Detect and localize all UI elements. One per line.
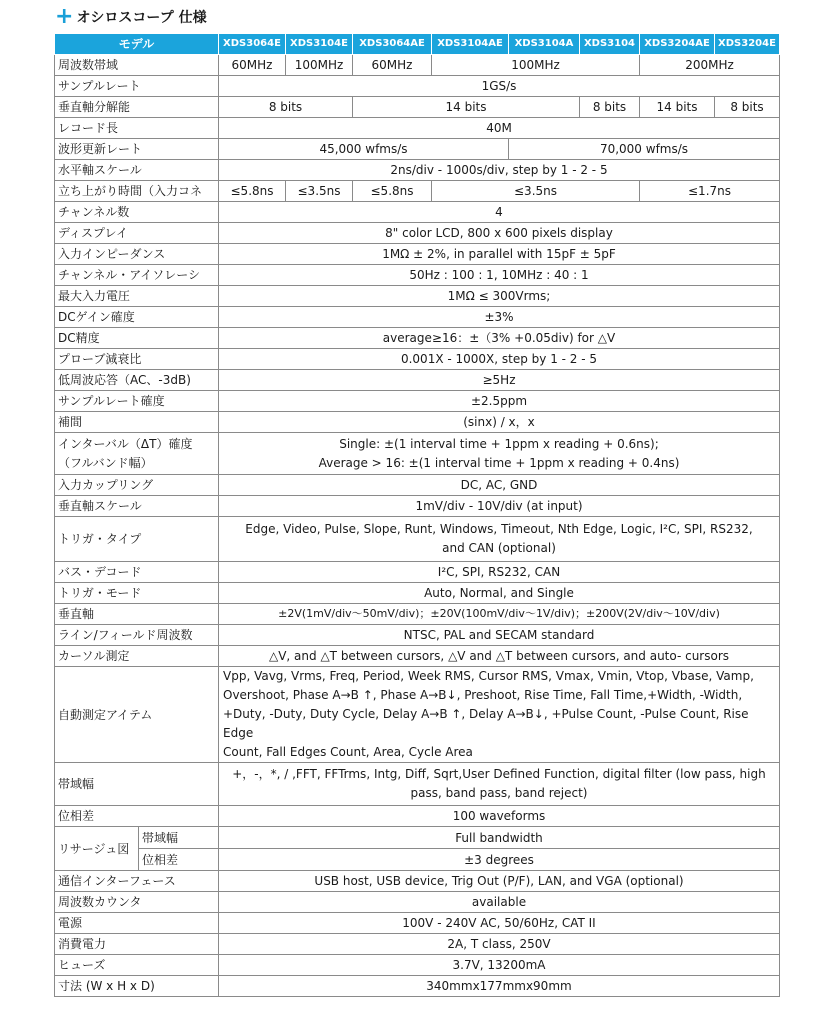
page-title (55, 6, 207, 28)
row-label: 寸法 (W x H x D) (55, 976, 219, 997)
table-row (55, 955, 780, 976)
cell-line: Overshoot, Phase A→B ↑, Phase A→B↓, Preshoot, Rise Time, Fall Time,+Width, -Width, (223, 688, 743, 702)
cell-value: 8 bits (715, 97, 780, 118)
table-row (55, 604, 780, 625)
cell-value: 1GS/s (219, 76, 780, 97)
row-label: 低周波応答（AC、-3dB) (55, 370, 219, 391)
row-label: 垂直軸分解能 (55, 97, 219, 118)
cell-value: 3.7V, 13200mA (219, 955, 780, 976)
cell-value (219, 667, 780, 763)
cell-value: 100 waveforms (219, 806, 780, 827)
table-row (55, 97, 780, 118)
cell-value: 100MHz (286, 55, 353, 76)
table-row (55, 181, 780, 202)
cell-line: Full bandwidth (219, 827, 779, 849)
table-row (55, 496, 780, 517)
table-row (55, 76, 780, 97)
cell-value: ±3% (219, 307, 780, 328)
cell-value: NTSC, PAL and SECAM standard (219, 625, 780, 646)
cell-line: pass, band pass, band reject) (410, 786, 588, 800)
row-label: 位相差 (55, 806, 219, 827)
cell-value: 70,000 wfms/s (509, 139, 780, 160)
cell-value: ≥5Hz (219, 370, 780, 391)
row-label: プローブ減衰比 (55, 349, 219, 370)
header-model: XDS3204E (715, 34, 780, 55)
row-label: 立ち上がり時間（入力コネ (55, 181, 219, 202)
table-row (55, 286, 780, 307)
table-row (55, 475, 780, 496)
cell-value: 8" color LCD, 800 x 600 pixels display (219, 223, 780, 244)
table-row (55, 625, 780, 646)
cell-value: 0.001X - 1000X, step by 1 - 2 - 5 (219, 349, 780, 370)
row-label: 周波数カウンタ (55, 892, 219, 913)
cell-line: and CAN (optional) (442, 541, 556, 555)
cell-value: ±2.5ppm (219, 391, 780, 412)
row-label: ライン/フィールド周波数 (55, 625, 219, 646)
cell-value: 100V - 240V AC, 50/60Hz, CAT II (219, 913, 780, 934)
row-label: ヒューズ (55, 955, 219, 976)
table-row (55, 892, 780, 913)
row-label: 帯域幅 (55, 763, 219, 806)
row-label: 最大入力電圧 (55, 286, 219, 307)
table-row (55, 562, 780, 583)
row-label: 垂直軸 (55, 604, 219, 625)
table-row (55, 763, 780, 806)
row-label: トリガ・タイプ (55, 517, 219, 562)
table-row (55, 412, 780, 433)
cell-value: △V, and △T between cursors, △V and △T between cursors, and auto- cursors (219, 646, 780, 667)
row-label-line: インターバル（ΔT）確度 (58, 436, 193, 451)
row-label: バス・デコード (55, 562, 219, 583)
cell-value: ≤5.8ns (219, 181, 286, 202)
table-row (55, 202, 780, 223)
row-label: 電源 (55, 913, 219, 934)
cell-value (219, 763, 780, 806)
table-row (55, 160, 780, 181)
cell-value: available (219, 892, 780, 913)
cell-line: Vpp, Vavg, Vrms, Freq, Period, Week RMS, Cursor RMS, Vmax, Vmin, Vtop, Vbase, Vamp, (223, 669, 754, 683)
table-row (55, 913, 780, 934)
cell-value: 45,000 wfms/s (219, 139, 509, 160)
cell-value: 14 bits (640, 97, 715, 118)
cell-value: I²C, SPI, RS232, CAN (219, 562, 780, 583)
table-row (55, 370, 780, 391)
cell-value: 40M (219, 118, 780, 139)
row-label: レコード長 (55, 118, 219, 139)
header-model: XDS3064E (219, 34, 286, 55)
row-label: 水平軸スケール (55, 160, 219, 181)
header-model: XDS3104A (509, 34, 580, 55)
table-row (55, 307, 780, 328)
row-label (55, 433, 219, 475)
plus-icon: + (55, 4, 74, 29)
cell-value: 8 bits (580, 97, 640, 118)
table-row (55, 976, 780, 997)
row-label: ディスプレイ (55, 223, 219, 244)
row-label (55, 827, 219, 871)
table-row (55, 934, 780, 955)
cell-value: 1mV/div - 10V/div (at input) (219, 496, 780, 517)
cell-value: 14 bits (353, 97, 580, 118)
table-row (55, 827, 780, 871)
cell-value: ≤3.5ns (286, 181, 353, 202)
table-row (55, 391, 780, 412)
cell-value: USB host, USB device, Trig Out (P/F), LAN, and VGA (optional) (219, 871, 780, 892)
row-label: 入力カップリング (55, 475, 219, 496)
row-label: チャンネル・アイソレーシ (55, 265, 219, 286)
header-row (55, 34, 780, 55)
cell-value: Auto, Normal, and Single (219, 583, 780, 604)
table-row (55, 139, 780, 160)
row-label: サンプルレート (55, 76, 219, 97)
row-label: DCゲイン確度 (55, 307, 219, 328)
row-label: チャンネル数 (55, 202, 219, 223)
cell-value: ±2V(1mV/div～50mV/div)；±20V(100mV/div～1V/div)；±200V(2V/div～10V/div) (219, 604, 780, 625)
cell-value: 2A, T class, 250V (219, 934, 780, 955)
header-model: XDS3064AE (353, 34, 432, 55)
cell-line: Edge, Video, Pulse, Slope, Runt, Windows, Timeout, Nth Edge, Logic, I²C, SPI, RS232, (245, 522, 753, 536)
lissajous-label: リサージュ図 (55, 827, 139, 870)
cell-value (219, 517, 780, 562)
cell-value: 50Hz : 100 : 1, 10MHz : 40 : 1 (219, 265, 780, 286)
table-row (55, 517, 780, 562)
cell-value (219, 433, 780, 475)
lissajous-sub-label: 位相差 (142, 852, 179, 867)
cell-line: ±3 degrees (464, 852, 534, 867)
page-title-text: オシロスコープ 仕様 (76, 10, 207, 26)
cell-value: ≤1.7ns (640, 181, 780, 202)
row-label: 通信インターフェース (55, 871, 219, 892)
table-row (55, 55, 780, 76)
cell-value: average≥16：±（3% +0.05div) for △V (219, 328, 780, 349)
cell-line: Single: ±(1 interval time + 1ppm x reading + 0.6ns); (339, 436, 659, 451)
cell-value: 100MHz (432, 55, 640, 76)
table-row (55, 583, 780, 604)
lissajous-sub-label: 帯域幅 (139, 827, 218, 849)
table-row (55, 244, 780, 265)
row-label: カーソル測定 (55, 646, 219, 667)
row-label: 補間 (55, 412, 219, 433)
header-model: XDS3104E (286, 34, 353, 55)
header-model: XDS3104 (580, 34, 640, 55)
row-label: 周波数帯域 (55, 55, 219, 76)
row-label-line: （フルバンド幅） (58, 455, 153, 470)
row-label: 垂直軸スケール (55, 496, 219, 517)
header-model: XDS3104AE (432, 34, 509, 55)
row-label: サンプルレート確度 (55, 391, 219, 412)
cell-value (219, 827, 780, 871)
cell-value: ≤5.8ns (353, 181, 432, 202)
cell-value: (sinx) / x，x (219, 412, 780, 433)
cell-value: 8 bits (219, 97, 353, 118)
cell-value: ≤3.5ns (432, 181, 640, 202)
table-row (55, 806, 780, 827)
row-label: 入力インピーダンス (55, 244, 219, 265)
row-label: 波形更新レート (55, 139, 219, 160)
table-row (55, 223, 780, 244)
spec-table (54, 33, 780, 997)
table-row (55, 118, 780, 139)
table-row (55, 667, 780, 763)
cell-value: 4 (219, 202, 780, 223)
table-row (55, 265, 780, 286)
table-row (55, 349, 780, 370)
row-label: DC精度 (55, 328, 219, 349)
cell-value: 200MHz (640, 55, 780, 76)
cell-value: 340mmx177mmx90mm (219, 976, 780, 997)
cell-value: 60MHz (353, 55, 432, 76)
table-row (55, 328, 780, 349)
cell-value: 1MΩ ≤ 300Vrms; (219, 286, 780, 307)
cell-line: +，-，*, / ,FFT, FFTrms, Intg, Diff, Sqrt,User Defined Function, digital filter (low pass, high (232, 767, 766, 781)
cell-value: 1MΩ ± 2%, in parallel with 15pF ± 5pF (219, 244, 780, 265)
cell-line: Average > 16: ±(1 interval time + 1ppm x reading + 0.4ns) (318, 455, 680, 470)
cell-value: 2ns/div - 1000s/div, step by 1 - 2 - 5 (219, 160, 780, 181)
table-row (55, 646, 780, 667)
cell-value: DC, AC, GND (219, 475, 780, 496)
table-row (55, 433, 780, 475)
cell-line: Count, Fall Edges Count, Area, Cycle Area (223, 745, 473, 759)
cell-line: +Duty, -Duty, Duty Cycle, Delay A→B ↑, Delay A→B↓, +Pulse Count, -Pulse Count, Rise Edge (223, 707, 749, 740)
header-model: XDS3204AE (640, 34, 715, 55)
row-label: トリガ・モード (55, 583, 219, 604)
header-model-label: モデル (55, 34, 219, 55)
cell-value: 60MHz (219, 55, 286, 76)
row-label: 自動測定アイテム (55, 667, 219, 763)
row-label: 消費電力 (55, 934, 219, 955)
table-row (55, 871, 780, 892)
